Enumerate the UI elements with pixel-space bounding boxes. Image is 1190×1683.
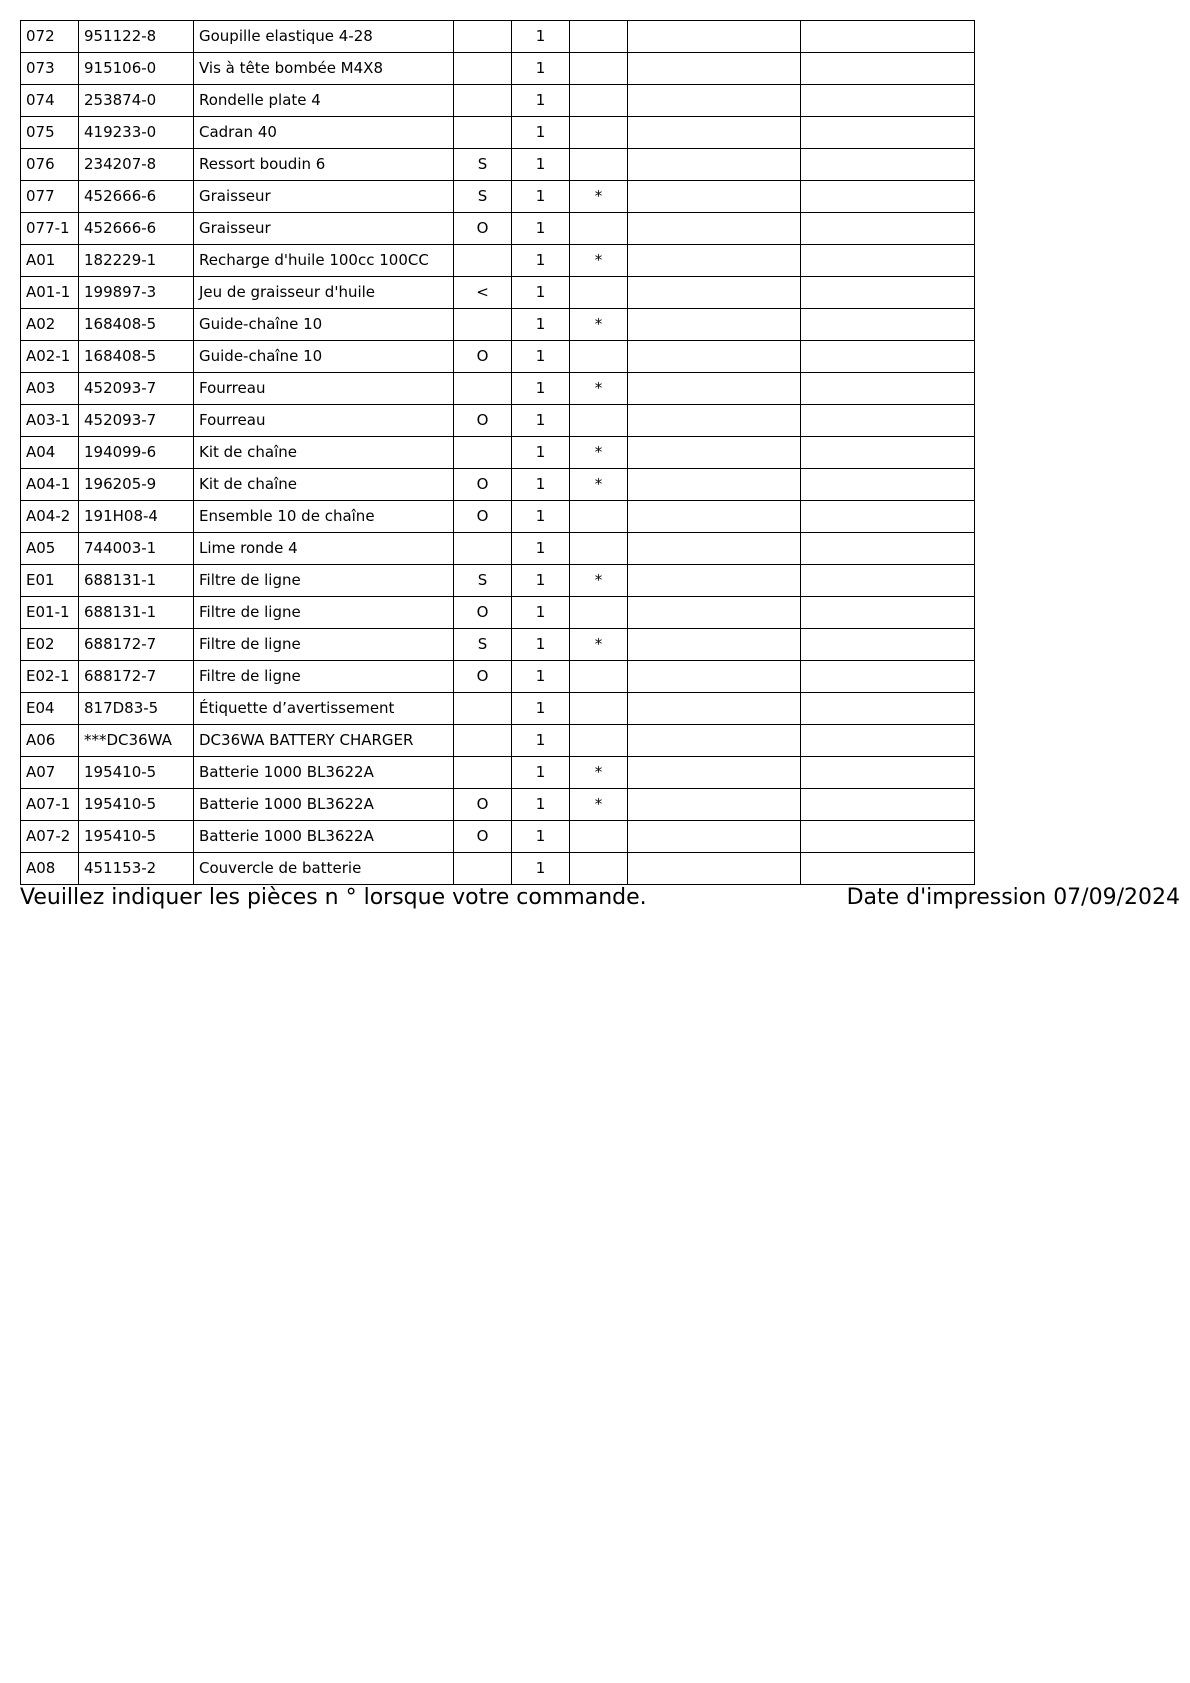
cell-ref: 076: [21, 149, 79, 181]
cell-description: Batterie 1000 BL3622A: [194, 789, 454, 821]
parts-table-body: [21, 21, 975, 885]
cell-qty: 1: [512, 469, 570, 501]
cell-code: <: [454, 277, 512, 309]
cell-qty: 1: [512, 725, 570, 757]
cell-description: Recharge d'huile 100cc 100CC: [194, 245, 454, 277]
table-row: [21, 853, 975, 885]
cell-mark: *: [570, 181, 628, 213]
cell-blank-2: [801, 629, 975, 661]
cell-part-no: 194099-6: [79, 437, 194, 469]
cell-mark: *: [570, 565, 628, 597]
cell-blank-2: [801, 341, 975, 373]
cell-qty: 1: [512, 21, 570, 53]
cell-code: [454, 245, 512, 277]
cell-description: Couvercle de batterie: [194, 853, 454, 885]
cell-description: Graisseur: [194, 213, 454, 245]
cell-mark: [570, 149, 628, 181]
cell-blank-1: [628, 437, 801, 469]
cell-part-no: 452093-7: [79, 405, 194, 437]
cell-mark: *: [570, 309, 628, 341]
cell-blank-2: [801, 21, 975, 53]
cell-ref: A04: [21, 437, 79, 469]
cell-qty: 1: [512, 789, 570, 821]
cell-ref: A01: [21, 245, 79, 277]
cell-code: O: [454, 501, 512, 533]
cell-qty: 1: [512, 117, 570, 149]
cell-blank-1: [628, 533, 801, 565]
cell-mark: *: [570, 469, 628, 501]
cell-part-no: 744003-1: [79, 533, 194, 565]
cell-mark: [570, 213, 628, 245]
cell-blank-1: [628, 789, 801, 821]
cell-description: Batterie 1000 BL3622A: [194, 821, 454, 853]
cell-qty: 1: [512, 213, 570, 245]
cell-blank-1: [628, 469, 801, 501]
cell-part-no: 688131-1: [79, 565, 194, 597]
cell-code: [454, 725, 512, 757]
cell-blank-1: [628, 373, 801, 405]
table-row: [21, 597, 975, 629]
cell-qty: 1: [512, 533, 570, 565]
cell-part-no: ***DC36WA: [79, 725, 194, 757]
cell-ref: A07: [21, 757, 79, 789]
table-row: [21, 277, 975, 309]
table-row: [21, 85, 975, 117]
cell-qty: 1: [512, 181, 570, 213]
cell-part-no: 195410-5: [79, 821, 194, 853]
cell-part-no: 168408-5: [79, 341, 194, 373]
cell-mark: [570, 21, 628, 53]
cell-ref: A04-1: [21, 469, 79, 501]
cell-mark: *: [570, 789, 628, 821]
table-row: [21, 181, 975, 213]
cell-part-no: 253874-0: [79, 85, 194, 117]
cell-ref: E02-1: [21, 661, 79, 693]
table-row: [21, 149, 975, 181]
table-row: [21, 821, 975, 853]
cell-qty: 1: [512, 341, 570, 373]
cell-part-no: 168408-5: [79, 309, 194, 341]
cell-qty: 1: [512, 565, 570, 597]
cell-blank-2: [801, 469, 975, 501]
cell-qty: 1: [512, 373, 570, 405]
cell-qty: 1: [512, 693, 570, 725]
cell-ref: A03: [21, 373, 79, 405]
cell-qty: 1: [512, 277, 570, 309]
cell-blank-2: [801, 821, 975, 853]
cell-description: Ensemble 10 de chaîne: [194, 501, 454, 533]
cell-blank-2: [801, 405, 975, 437]
cell-qty: 1: [512, 149, 570, 181]
cell-ref: 074: [21, 85, 79, 117]
table-row: [21, 789, 975, 821]
cell-blank-2: [801, 213, 975, 245]
table-row: [21, 501, 975, 533]
cell-blank-1: [628, 405, 801, 437]
cell-ref: A02: [21, 309, 79, 341]
cell-part-no: 195410-5: [79, 789, 194, 821]
cell-ref: A03-1: [21, 405, 79, 437]
cell-mark: [570, 501, 628, 533]
cell-description: Filtre de ligne: [194, 661, 454, 693]
cell-mark: [570, 821, 628, 853]
cell-blank-2: [801, 309, 975, 341]
cell-ref: 077-1: [21, 213, 79, 245]
cell-blank-1: [628, 629, 801, 661]
cell-blank-2: [801, 597, 975, 629]
cell-qty: 1: [512, 85, 570, 117]
cell-ref: 075: [21, 117, 79, 149]
cell-description: Rondelle plate 4: [194, 85, 454, 117]
cell-code: O: [454, 821, 512, 853]
cell-blank-2: [801, 501, 975, 533]
cell-blank-1: [628, 693, 801, 725]
cell-blank-1: [628, 757, 801, 789]
cell-blank-2: [801, 853, 975, 885]
cell-mark: *: [570, 437, 628, 469]
table-row: [21, 405, 975, 437]
cell-qty: 1: [512, 597, 570, 629]
cell-blank-2: [801, 533, 975, 565]
cell-part-no: 688172-7: [79, 661, 194, 693]
cell-mark: [570, 597, 628, 629]
cell-description: Filtre de ligne: [194, 629, 454, 661]
cell-part-no: 817D83-5: [79, 693, 194, 725]
cell-ref: A02-1: [21, 341, 79, 373]
table-row: [21, 21, 975, 53]
cell-code: [454, 693, 512, 725]
table-row: [21, 309, 975, 341]
cell-blank-2: [801, 757, 975, 789]
cell-description: Jeu de graisseur d'huile: [194, 277, 454, 309]
cell-code: O: [454, 597, 512, 629]
cell-blank-1: [628, 501, 801, 533]
cell-part-no: 419233-0: [79, 117, 194, 149]
cell-ref: A06: [21, 725, 79, 757]
cell-description: Fourreau: [194, 405, 454, 437]
cell-part-no: 452666-6: [79, 213, 194, 245]
cell-qty: 1: [512, 757, 570, 789]
cell-qty: 1: [512, 245, 570, 277]
cell-blank-2: [801, 789, 975, 821]
cell-blank-2: [801, 565, 975, 597]
cell-part-no: 451153-2: [79, 853, 194, 885]
cell-blank-2: [801, 53, 975, 85]
cell-description: Filtre de ligne: [194, 597, 454, 629]
cell-description: Graisseur: [194, 181, 454, 213]
parts-table: [20, 20, 975, 885]
cell-description: Kit de chaîne: [194, 437, 454, 469]
cell-code: [454, 21, 512, 53]
cell-description: Ressort boudin 6: [194, 149, 454, 181]
cell-part-no: 234207-8: [79, 149, 194, 181]
cell-mark: *: [570, 629, 628, 661]
cell-code: O: [454, 405, 512, 437]
table-row: [21, 693, 975, 725]
cell-blank-1: [628, 181, 801, 213]
cell-mark: [570, 53, 628, 85]
cell-qty: 1: [512, 821, 570, 853]
cell-mark: [570, 661, 628, 693]
cell-blank-1: [628, 149, 801, 181]
cell-part-no: 915106-0: [79, 53, 194, 85]
cell-description: Fourreau: [194, 373, 454, 405]
cell-code: [454, 757, 512, 789]
cell-blank-1: [628, 21, 801, 53]
cell-blank-2: [801, 85, 975, 117]
cell-ref: E04: [21, 693, 79, 725]
cell-description: Kit de chaîne: [194, 469, 454, 501]
cell-ref: A08: [21, 853, 79, 885]
cell-blank-1: [628, 245, 801, 277]
cell-mark: *: [570, 373, 628, 405]
cell-mark: [570, 277, 628, 309]
cell-blank-1: [628, 821, 801, 853]
cell-mark: [570, 853, 628, 885]
page-footer: [20, 882, 1180, 914]
cell-ref: A04-2: [21, 501, 79, 533]
cell-blank-2: [801, 245, 975, 277]
cell-blank-1: [628, 565, 801, 597]
cell-ref: E01-1: [21, 597, 79, 629]
table-row: [21, 117, 975, 149]
cell-mark: [570, 85, 628, 117]
cell-qty: 1: [512, 853, 570, 885]
cell-description: Filtre de ligne: [194, 565, 454, 597]
cell-part-no: 199897-3: [79, 277, 194, 309]
cell-blank-1: [628, 213, 801, 245]
table-row: [21, 757, 975, 789]
table-row: [21, 565, 975, 597]
cell-part-no: 951122-8: [79, 21, 194, 53]
cell-part-no: 182229-1: [79, 245, 194, 277]
cell-mark: [570, 725, 628, 757]
cell-blank-1: [628, 85, 801, 117]
cell-qty: 1: [512, 629, 570, 661]
cell-blank-1: [628, 53, 801, 85]
table-row: [21, 661, 975, 693]
cell-qty: 1: [512, 53, 570, 85]
cell-description: Guide-chaîne 10: [194, 341, 454, 373]
cell-qty: 1: [512, 309, 570, 341]
cell-ref: 072: [21, 21, 79, 53]
cell-description: Guide-chaîne 10: [194, 309, 454, 341]
cell-part-no: 452666-6: [79, 181, 194, 213]
cell-blank-1: [628, 341, 801, 373]
table-row: [21, 437, 975, 469]
cell-blank-1: [628, 853, 801, 885]
cell-part-no: 196205-9: [79, 469, 194, 501]
cell-mark: [570, 693, 628, 725]
table-row: [21, 373, 975, 405]
cell-code: O: [454, 469, 512, 501]
cell-blank-2: [801, 149, 975, 181]
cell-blank-1: [628, 661, 801, 693]
cell-description: Vis à tête bombée M4X8: [194, 53, 454, 85]
cell-ref: A05: [21, 533, 79, 565]
cell-description: Goupille elastique 4-28: [194, 21, 454, 53]
table-row: [21, 213, 975, 245]
cell-blank-1: [628, 597, 801, 629]
cell-ref: A01-1: [21, 277, 79, 309]
table-row: [21, 245, 975, 277]
cell-description: Étiquette d’avertissement: [194, 693, 454, 725]
cell-mark: [570, 533, 628, 565]
table-row: [21, 533, 975, 565]
cell-code: S: [454, 149, 512, 181]
table-row: [21, 725, 975, 757]
cell-code: [454, 117, 512, 149]
cell-blank-1: [628, 277, 801, 309]
cell-description: DC36WA BATTERY CHARGER: [194, 725, 454, 757]
cell-code: [454, 853, 512, 885]
cell-ref: A07-2: [21, 821, 79, 853]
cell-code: [454, 309, 512, 341]
cell-qty: 1: [512, 501, 570, 533]
cell-code: [454, 437, 512, 469]
cell-qty: 1: [512, 661, 570, 693]
cell-blank-2: [801, 437, 975, 469]
cell-blank-2: [801, 277, 975, 309]
cell-qty: 1: [512, 405, 570, 437]
cell-code: O: [454, 789, 512, 821]
cell-ref: E02: [21, 629, 79, 661]
cell-blank-2: [801, 693, 975, 725]
cell-qty: 1: [512, 437, 570, 469]
cell-ref: 073: [21, 53, 79, 85]
cell-mark: *: [570, 245, 628, 277]
table-row: [21, 629, 975, 661]
cell-code: S: [454, 629, 512, 661]
cell-blank-2: [801, 117, 975, 149]
cell-part-no: 452093-7: [79, 373, 194, 405]
cell-description: Cadran 40: [194, 117, 454, 149]
table-row: [21, 469, 975, 501]
cell-code: O: [454, 661, 512, 693]
cell-description: Batterie 1000 BL3622A: [194, 757, 454, 789]
order-note: Veuillez indiquer les pièces n ° lorsque votre commande.: [20, 885, 647, 910]
cell-mark: *: [570, 757, 628, 789]
cell-blank-2: [801, 181, 975, 213]
cell-description: Lime ronde 4: [194, 533, 454, 565]
cell-code: [454, 533, 512, 565]
cell-part-no: 195410-5: [79, 757, 194, 789]
cell-blank-1: [628, 309, 801, 341]
cell-code: O: [454, 213, 512, 245]
cell-code: [454, 53, 512, 85]
cell-part-no: 688172-7: [79, 629, 194, 661]
cell-blank-1: [628, 117, 801, 149]
cell-blank-2: [801, 661, 975, 693]
cell-ref: 077: [21, 181, 79, 213]
print-date: Date d'impression 07/09/2024: [846, 885, 1180, 910]
cell-ref: A07-1: [21, 789, 79, 821]
cell-code: O: [454, 341, 512, 373]
cell-mark: [570, 341, 628, 373]
cell-ref: E01: [21, 565, 79, 597]
cell-code: [454, 85, 512, 117]
cell-blank-2: [801, 725, 975, 757]
cell-blank-1: [628, 725, 801, 757]
table-row: [21, 341, 975, 373]
cell-mark: [570, 117, 628, 149]
cell-code: S: [454, 565, 512, 597]
cell-mark: [570, 405, 628, 437]
cell-code: S: [454, 181, 512, 213]
cell-code: [454, 373, 512, 405]
table-row: [21, 53, 975, 85]
cell-part-no: 688131-1: [79, 597, 194, 629]
cell-blank-2: [801, 373, 975, 405]
cell-part-no: 191H08-4: [79, 501, 194, 533]
